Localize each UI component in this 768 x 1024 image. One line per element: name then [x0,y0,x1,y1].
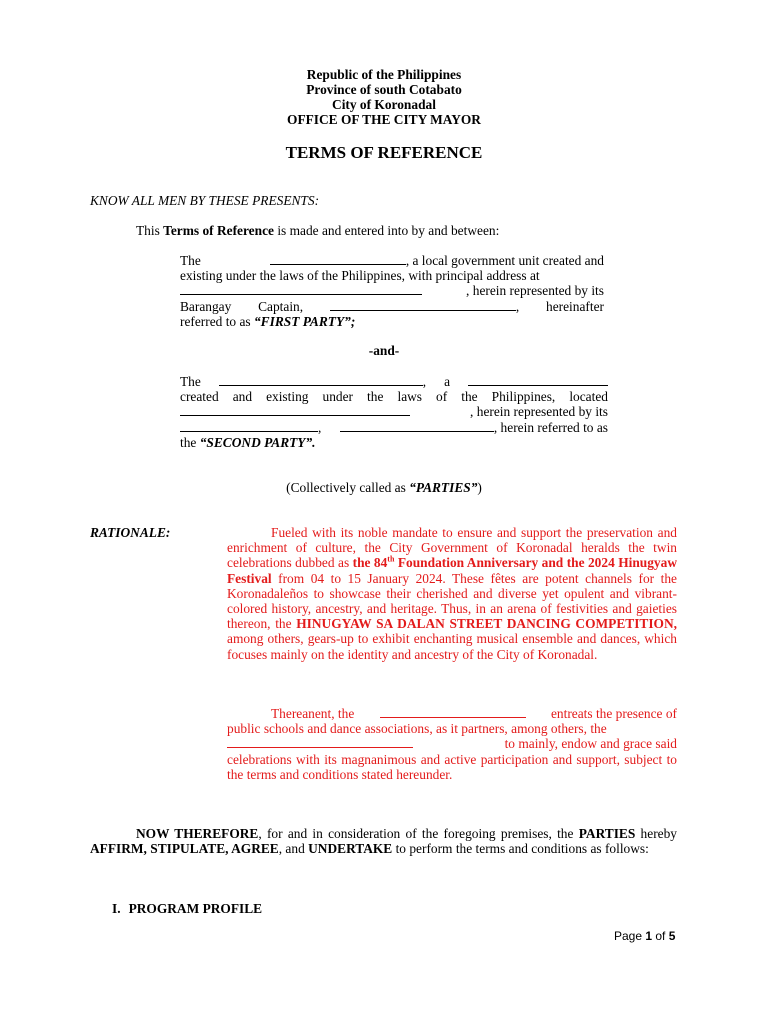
intro-bold: Terms of Reference [163,223,274,238]
know-all-men: KNOW ALL MEN BY THESE PRESENTS: [90,193,320,208]
page-total: 5 [668,929,676,943]
fp-captain: Captain, [258,298,304,314]
of-word: of [652,929,669,943]
nt-f: , and [278,841,309,857]
collectively-line [0,480,768,496]
r2-blank-1[interactable] [380,706,526,718]
fp-address-blank[interactable] [180,283,422,295]
fp-r3-post: , herein represented by its [466,283,604,299]
page-word: Page [614,929,646,943]
fp-label: “FIRST PARTY”; [253,313,356,329]
sp-name-blank[interactable] [219,374,423,386]
section-1-title: PROGRAM PROFILE [128,901,263,916]
first-party-block [180,253,604,329]
rationale-heading: RATIONALE: [90,525,171,540]
nt-b: , for and in consideration of the foregoing premises, the [258,826,579,841]
sp-rep-name-blank[interactable] [340,420,494,432]
sp-label: “SECOND PARTY”. [199,434,316,450]
r1-e: among others, gears-up to exhibit enchanting musical ensemble and dances, which focuses mainly on the identity and ancestry of the City of Koronadal. [227,631,677,662]
r1-d: HINUGYAW SA DALAN STREET DANCING COMPETITION, [296,616,677,632]
rationale-paragraph-1 [227,525,677,662]
intro-paragraph [136,223,499,239]
sp-the: The [180,374,201,389]
sp-the2: the [180,434,200,450]
fp-hereinafter: hereinafter [546,298,604,314]
document-title: TERMS OF REFERENCE [285,143,483,162]
sp-a: a [444,374,451,389]
r1-c: from 04 to 15 January 2024. These fêtes are potent channels for the Koronadaleños to showcase their cherished and diverse yet opulent and vibrant-colored history, ancestry, and heritage. Thus, in an arena of festivities and gaieties thereon, the [227,570,677,632]
intro-post: is made and entered into by and between: [273,223,500,238]
sp-comma2: , [318,419,322,435]
header-office: OFFICE OF THE CITY MAYOR [287,112,481,127]
r1-sup: th [387,554,395,564]
page-number [614,929,675,943]
section-1-number: I. [112,901,121,916]
sp-r3-post: , herein represented by its [470,404,608,420]
sp-r2: created and existing under the laws of the Philippines, located [180,389,608,405]
collectively-post: ) [477,480,482,495]
fp-r1-text: , a local government unit created and [405,253,604,268]
nt-c: PARTIES [578,826,636,841]
r1-b2: Foundation Anniversary and the 2024 Hinugyaw Festival [227,555,677,586]
nt-a: NOW THEREFORE [136,826,259,841]
sp-location-blank[interactable] [180,404,410,416]
now-therefore-paragraph [90,826,677,856]
page-current: 1 [645,929,653,943]
fp-lgu-blank[interactable] [270,253,406,265]
header-republic: Republic of the Philippines [306,67,462,82]
r2-f: celebrations with its magnanimous and active participation and support, subject to the terms and conditions stated hereunder. [227,751,677,782]
sp-type-blank[interactable] [468,374,608,386]
nt-h: to perform the terms and conditions as follows: [392,841,649,857]
intro-pre: This [136,223,164,238]
fp-barangay: Barangay [180,298,232,314]
fp-captain-blank[interactable] [330,299,516,311]
sp-r4-post: , herein referred to as [493,419,608,435]
r2-a: Thereanent, the [271,706,355,721]
fp-the: The [180,253,201,268]
r2-blank-2[interactable] [227,736,413,748]
second-party-block [180,374,608,450]
and-separator: -and- [368,343,400,358]
collectively-label: “PARTIES” [409,480,478,495]
r2-b: entreats the presence of [550,706,677,721]
header-province: Province of south Cotabato [306,82,462,97]
r2-e: to mainly, endow and grace said [504,736,677,752]
fp-comma: , [515,298,520,314]
r2-d: , as it partners, among others, the [429,721,607,737]
nt-d: hereby [635,826,677,841]
header-city: City of Koronadal [332,97,436,112]
section-1-heading [112,901,262,917]
r2-c: public schools and dance associations [227,721,430,737]
collectively-pre: (Collectively called as [286,480,410,495]
r1-b1: the 84 [352,555,388,571]
fp-r2: existing under the laws of the Philippines, with principal address at [180,268,540,284]
sp-comma1: , [422,374,427,389]
sp-rep-title-blank[interactable] [180,420,318,432]
r1-a: Fueled with its noble mandate to ensure and support the preservation and enrichment of culture, the City Government of Koronadal heralds the twin celebrations dubbed as [227,525,677,571]
rationale-paragraph-2 [227,706,677,782]
nt-e: AFFIRM, STIPULATE, AGREE [90,841,279,857]
fp-referred: referred to as [180,313,254,329]
nt-g: UNDERTAKE [308,841,393,857]
